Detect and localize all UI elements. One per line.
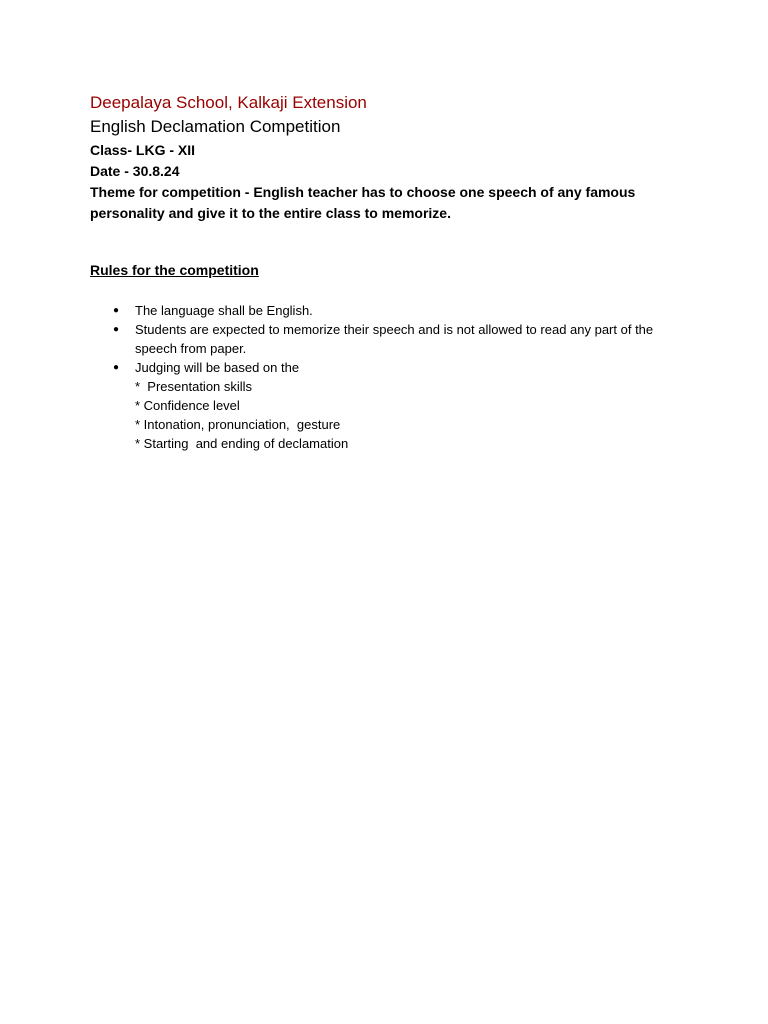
bullet-icon: ●	[113, 324, 120, 335]
judging-criterion: * Presentation skills	[135, 379, 253, 394]
judging-criterion: * Starting and ending of declamation	[135, 436, 349, 451]
bullet-icon: ●	[113, 362, 120, 373]
rule-text: The language shall be English.	[135, 303, 313, 318]
date-line: Date - 30.8.24	[90, 163, 180, 179]
bullet-icon: ●	[113, 305, 120, 316]
judging-criterion: * Confidence level	[135, 398, 240, 413]
rule-item	[90, 301, 675, 320]
judging-criterion: * Intonation, pronunciation, gesture	[135, 417, 341, 432]
rule-item	[90, 320, 675, 358]
theme-paragraph: Theme for competition - English teacher has to choose one speech of any famous personality and give it to the entire class to memorize.	[90, 184, 636, 221]
document-title: English Declamation Competition	[90, 117, 341, 136]
rules-list	[90, 301, 680, 453]
rule-item	[90, 358, 675, 453]
rule-text: Judging will be based on the	[135, 360, 300, 375]
rule-text: Students are expected to memorize their speech and is not allowed to read any part of the speech from paper.	[135, 322, 654, 356]
judging-criteria-list	[135, 377, 675, 453]
school-name: Deepalaya School, Kalkaji Extension	[90, 93, 367, 112]
class-line: Class- LKG - XII	[90, 142, 196, 158]
document-page	[90, 92, 680, 453]
rules-heading: Rules for the competition	[90, 262, 259, 278]
